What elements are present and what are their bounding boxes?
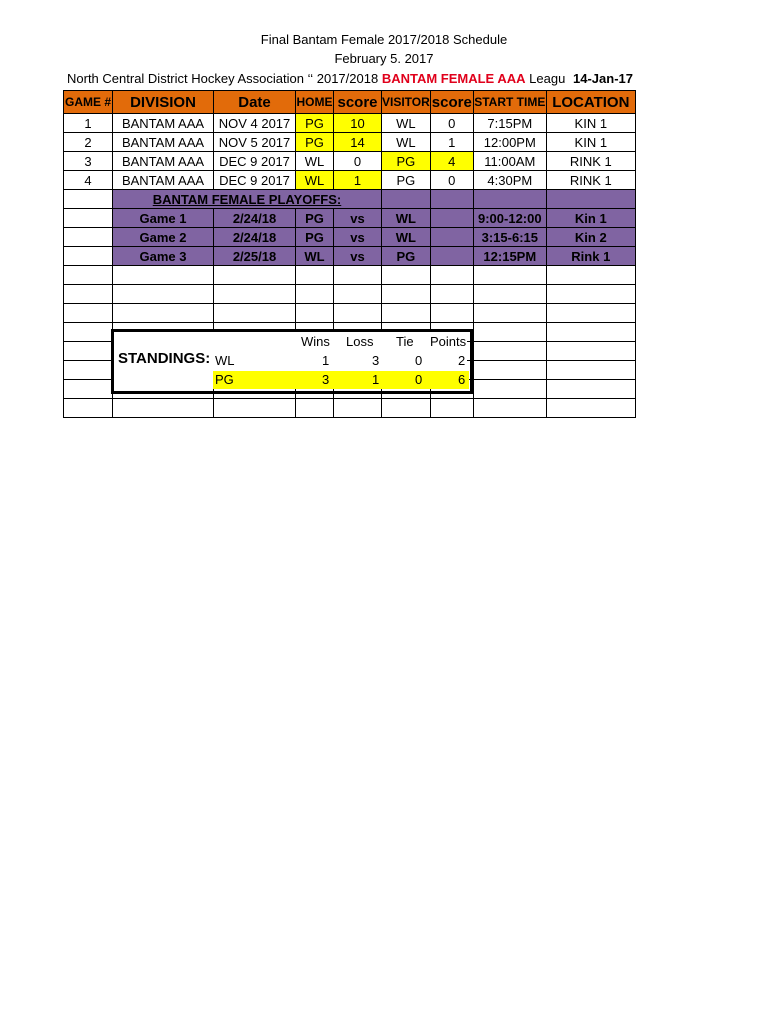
playoff-location: Rink 1 [546,247,635,266]
home-team: PG [296,114,334,133]
standings-col-wins: Wins [301,334,330,349]
home-score: 1 [334,171,382,190]
game-number: 3 [64,152,113,171]
standings-col-tie: Tie [396,334,414,349]
visitor-score: 0 [430,114,473,133]
location: KIN 1 [546,133,635,152]
empty-row [64,399,636,418]
start-time: 11:00AM [473,152,546,171]
visitor-team: PG [382,152,431,171]
col-date: Date [214,91,296,114]
col-game-number: GAME # [64,91,113,114]
playoff-date: 2/24/18 [214,209,296,228]
playoff-game: Game 2 [113,228,214,247]
playoff-vs: vs [334,228,382,247]
division: BANTAM AAA [113,152,214,171]
playoff-home: PG [296,209,334,228]
game-row [64,171,636,190]
visitor-score: 1 [430,133,473,152]
visitor-team: PG [382,171,431,190]
home-score: 14 [334,133,382,152]
game-number: 4 [64,171,113,190]
start-time: 7:15PM [473,114,546,133]
playoff-game: Game 3 [113,247,214,266]
standings-tie: 0 [415,353,423,368]
league-name: BANTAM FEMALE AAA [381,71,526,86]
playoff-visitor: PG [382,247,431,266]
header-row [64,91,636,114]
standings-col-points: Points [430,334,467,349]
playoff-row [64,247,636,266]
location: RINK 1 [546,152,635,171]
visitor-team: WL [382,114,431,133]
association-line [67,71,565,87]
standings-wins: 1 [322,353,330,368]
col-visitor: VISITOR [382,91,431,114]
game-date: NOV 5 2017 [214,133,296,152]
standings-team: PG [215,372,234,387]
standings-team: WL [215,353,235,368]
association-suffix: Leagu [525,71,566,86]
playoff-home: WL [296,247,334,266]
game-date: DEC 9 2017 [214,171,296,190]
standings-loss: 3 [372,353,380,368]
game-row [64,152,636,171]
home-team: WL [296,171,334,190]
standings-loss: 1 [372,372,380,387]
col-location: LOCATION [546,91,635,114]
game-row [64,114,636,133]
playoff-time: 12:15PM [473,247,546,266]
playoff-visitor: WL [382,209,431,228]
col-start-time: START TIME [473,91,546,114]
home-team: PG [296,133,334,152]
visitor-team: WL [382,133,431,152]
playoff-visitor: WL [382,228,431,247]
playoff-date: 2/24/18 [214,228,296,247]
standings-col-loss: Loss [346,334,374,349]
playoffs-title: BANTAM FEMALE PLAYOFFS: [113,190,382,209]
playoff-row [64,228,636,247]
playoff-game: Game 1 [113,209,214,228]
start-time: 12:00PM [473,133,546,152]
playoff-row [64,209,636,228]
playoff-location: Kin 1 [546,209,635,228]
game-date: NOV 4 2017 [214,114,296,133]
empty-row [64,304,636,323]
standings-points: 2 [458,353,466,368]
schedule-date: February 5. 2017 [334,51,434,66]
standings-points: 6 [458,372,466,387]
game-row [64,133,636,152]
playoff-home: PG [296,228,334,247]
location: RINK 1 [546,171,635,190]
start-time: 4:30PM [473,171,546,190]
playoff-time: 3:15-6:15 [473,228,546,247]
playoff-date: 2/25/18 [214,247,296,266]
playoff-vs: vs [334,209,382,228]
visitor-score: 0 [430,171,473,190]
visitor-score: 4 [430,152,473,171]
date-stamp: 14-Jan-17 [573,71,633,86]
playoffs-title-row [64,190,636,209]
col-division: DIVISION [113,91,214,114]
playoff-location: Kin 2 [546,228,635,247]
association-prefix: North Central District Hockey Association ‘‘ 2017/2018 [67,71,382,86]
game-date: DEC 9 2017 [214,152,296,171]
home-score: 10 [334,114,382,133]
empty-row [64,266,636,285]
schedule-title: Final Bantam Female 2017/2018 Schedule [260,32,508,47]
division: BANTAM AAA [113,114,214,133]
col-visitor-score: score [430,91,473,114]
playoff-vs: vs [334,247,382,266]
col-home-score: score [334,91,382,114]
col-home: HOME [296,91,334,114]
home-score: 0 [334,152,382,171]
playoff-time: 9:00-12:00 [473,209,546,228]
standings-wins: 3 [322,372,330,387]
empty-row [64,285,636,304]
location: KIN 1 [546,114,635,133]
division: BANTAM AAA [113,133,214,152]
home-team: WL [296,152,334,171]
standings-tie: 0 [415,372,423,387]
division: BANTAM AAA [113,171,214,190]
standings-label: STANDINGS: [118,350,211,367]
game-number: 2 [64,133,113,152]
game-number: 1 [64,114,113,133]
